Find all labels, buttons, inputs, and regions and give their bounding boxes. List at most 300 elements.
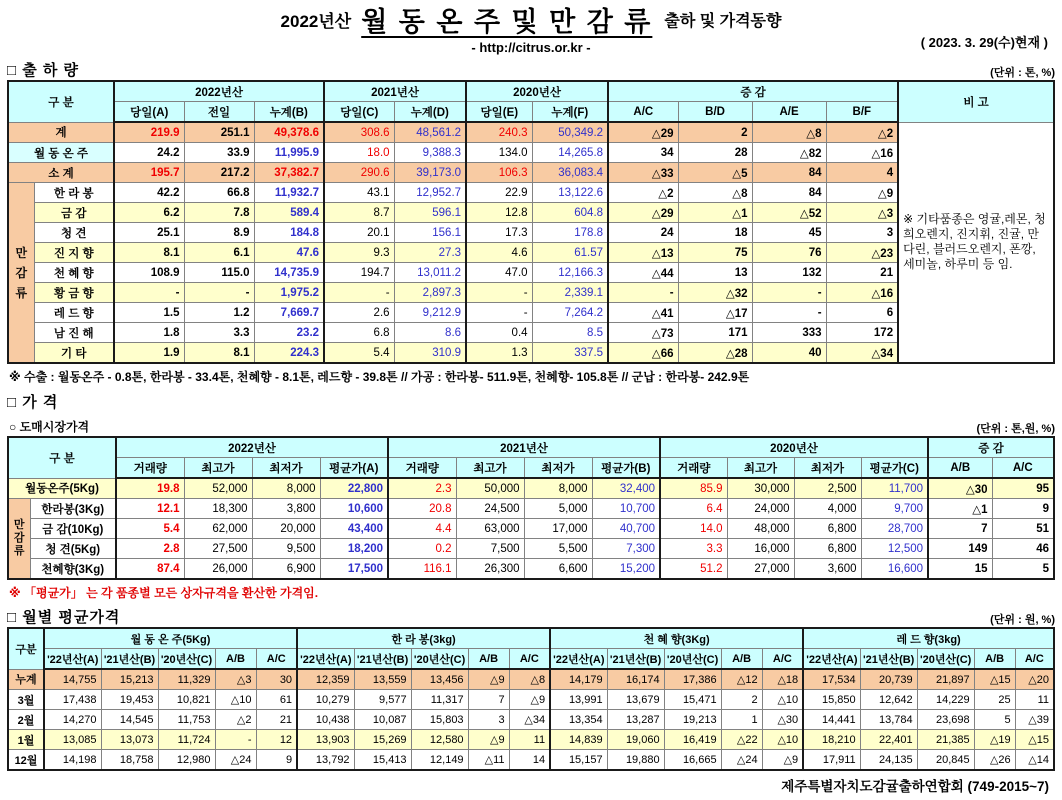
value-cell: 15,157 <box>550 750 607 771</box>
value-cell: 18.0 <box>324 143 394 163</box>
value-cell: △10 <box>762 730 803 750</box>
value-cell: 52,000 <box>184 478 252 499</box>
row-label: 금 감 <box>34 203 114 223</box>
value-cell: 11,932.7 <box>254 183 324 203</box>
value-cell: 12.8 <box>466 203 532 223</box>
value-cell: 7,500 <box>456 539 524 559</box>
value-cell: 51.2 <box>660 559 727 580</box>
value-cell: 47.0 <box>466 263 532 283</box>
monthly-table <box>7 627 1055 771</box>
value-cell: 20.1 <box>324 223 394 243</box>
col-header: '21년산(B) <box>860 649 917 670</box>
value-cell: 12.1 <box>116 499 184 519</box>
row-label: 2월 <box>8 710 44 730</box>
value-cell: △10 <box>215 690 256 710</box>
value-cell: 13,456 <box>411 669 468 690</box>
value-cell: 17,000 <box>524 519 592 539</box>
value-cell: △10 <box>762 690 803 710</box>
value-cell: 11 <box>1015 690 1054 710</box>
value-cell: 20,739 <box>860 669 917 690</box>
value-cell: 219.9 <box>114 122 184 143</box>
value-cell: 40,700 <box>592 519 660 539</box>
col-header: 거래량 <box>660 458 727 479</box>
value-cell: 66.8 <box>184 183 254 203</box>
value-cell: 134.0 <box>466 143 532 163</box>
value-cell: 16,419 <box>664 730 721 750</box>
value-cell: 15,200 <box>592 559 660 580</box>
value-cell: 13,991 <box>550 690 607 710</box>
value-cell: 3.3 <box>660 539 727 559</box>
value-cell: 14,179 <box>550 669 607 690</box>
value-cell: 115.0 <box>184 263 254 283</box>
value-cell: 8,000 <box>524 478 592 499</box>
value-cell: 30 <box>256 669 297 690</box>
col-header: A/B <box>974 649 1015 670</box>
value-cell: 290.6 <box>324 163 394 183</box>
value-cell: 18,300 <box>184 499 252 519</box>
avg-price-note: ※ 「평균가」 는 각 품종별 모든 상자규격을 환산한 가격임. <box>9 586 319 601</box>
value-cell: 63,000 <box>456 519 524 539</box>
col-header: A/B <box>215 649 256 670</box>
col-header: '20년산(C) <box>664 649 721 670</box>
value-cell: △26 <box>974 750 1015 771</box>
value-cell: △73 <box>608 323 678 343</box>
col-header: '22년산(A) <box>44 649 101 670</box>
value-cell: 13,354 <box>550 710 607 730</box>
col-header: 누계(F) <box>532 102 608 123</box>
value-cell: 6,800 <box>794 539 861 559</box>
value-cell: 11 <box>509 730 550 750</box>
value-cell: 6 <box>826 303 898 323</box>
value-cell: 106.3 <box>466 163 532 183</box>
value-cell: 21 <box>826 263 898 283</box>
value-cell: 3,600 <box>794 559 861 580</box>
col-header: '21년산(B) <box>607 649 664 670</box>
value-cell: 9,500 <box>252 539 320 559</box>
value-cell: 108.9 <box>114 263 184 283</box>
value-cell: △24 <box>721 750 762 771</box>
value-cell: 14,839 <box>550 730 607 750</box>
table-row <box>8 478 1054 499</box>
value-cell: 10,700 <box>592 499 660 519</box>
value-cell: - <box>752 283 826 303</box>
row-label: 월동온주(5Kg) <box>8 478 116 499</box>
value-cell: 14,735.9 <box>254 263 324 283</box>
value-cell: 1,975.2 <box>254 283 324 303</box>
col-group-redhyang: 레 드 향(3kg) <box>803 628 1054 649</box>
value-cell: 17,438 <box>44 690 101 710</box>
value-cell: 11,329 <box>158 669 215 690</box>
value-cell: 12,580 <box>411 730 468 750</box>
row-label: 3월 <box>8 690 44 710</box>
value-cell: 75 <box>678 243 752 263</box>
row-label: 한 라 봉 <box>34 183 114 203</box>
row-label: 기 타 <box>34 343 114 364</box>
value-cell: 6,900 <box>252 559 320 580</box>
value-cell: 13,903 <box>297 730 354 750</box>
value-cell: 194.7 <box>324 263 394 283</box>
value-cell: 10,600 <box>320 499 388 519</box>
value-cell: 11,700 <box>861 478 928 499</box>
etc-varieties-remark: ※ 기타품종은 영귤,레몬, 청희오렌지, 진지휘, 진귤, 만다린, 블러드오렌지, 폰깡,세미놀, 하루미 등 임. <box>903 212 1046 272</box>
value-cell: 10,087 <box>354 710 411 730</box>
value-cell: 5.4 <box>116 519 184 539</box>
value-cell: 24,500 <box>456 499 524 519</box>
value-cell: 62,000 <box>184 519 252 539</box>
value-cell: 87.4 <box>116 559 184 580</box>
value-cell: △34 <box>826 343 898 364</box>
row-label: 계 <box>8 122 114 143</box>
value-cell: 3.3 <box>184 323 254 343</box>
value-cell: 25 <box>974 690 1015 710</box>
value-cell: 12 <box>256 730 297 750</box>
table-row <box>8 223 1054 243</box>
row-label: 천 혜 향 <box>34 263 114 283</box>
value-cell: 19.8 <box>116 478 184 499</box>
value-cell: 217.2 <box>184 163 254 183</box>
table-row <box>8 283 1054 303</box>
value-cell: 8.6 <box>394 323 466 343</box>
value-cell: 18 <box>678 223 752 243</box>
row-label: 레 드 향 <box>34 303 114 323</box>
value-cell: △3 <box>215 669 256 690</box>
value-cell: - <box>184 283 254 303</box>
value-cell: 36,083.4 <box>532 163 608 183</box>
value-cell: 156.1 <box>394 223 466 243</box>
col-header-gubun: 구 분 <box>8 81 114 122</box>
table-row <box>8 669 1054 690</box>
col-header: 거래량 <box>388 458 456 479</box>
col-header: 전일 <box>184 102 254 123</box>
value-cell: 116.1 <box>388 559 456 580</box>
table-row <box>8 710 1054 730</box>
value-cell: 9 <box>992 499 1054 519</box>
value-cell: △8 <box>752 122 826 143</box>
value-cell: 172 <box>826 323 898 343</box>
value-cell: 1.5 <box>114 303 184 323</box>
value-cell: 1.2 <box>184 303 254 323</box>
value-cell: 2.6 <box>324 303 394 323</box>
value-cell: △30 <box>762 710 803 730</box>
section-title-monthly: □ 월별 평균가격 <box>7 609 121 627</box>
value-cell: △29 <box>608 203 678 223</box>
table-row <box>8 122 1054 143</box>
col-header: 거래량 <box>116 458 184 479</box>
value-cell: △20 <box>1015 669 1054 690</box>
col-header: 최저가 <box>794 458 861 479</box>
value-cell: △29 <box>608 122 678 143</box>
value-cell: △2 <box>826 122 898 143</box>
table-row <box>8 690 1054 710</box>
col-header: '22년산(A) <box>550 649 607 670</box>
value-cell: 6,600 <box>524 559 592 580</box>
value-cell: 48,000 <box>727 519 794 539</box>
value-cell: 28 <box>678 143 752 163</box>
value-cell: 13,784 <box>860 710 917 730</box>
value-cell: 10,438 <box>297 710 354 730</box>
value-cell: 19,453 <box>101 690 158 710</box>
value-cell: 11,753 <box>158 710 215 730</box>
value-cell: △32 <box>678 283 752 303</box>
value-cell: 30,000 <box>727 478 794 499</box>
title-main: 월 동 온 주 및 만 감 류 <box>361 7 653 37</box>
value-cell: - <box>608 283 678 303</box>
value-cell: △19 <box>974 730 1015 750</box>
export-note: ※ 수출 : 월동온주 - 0.8톤, 한라봉 - 33.4톤, 천혜향 - 8.1톤, 레드향 - 39.8톤 // 가공 : 한라봉- 511.9톤, 천혜향- 105.8톤 // 군납 : 한라봉- 242.9톤 <box>9 370 750 385</box>
col-header-bigo: 비 고 <box>898 81 1054 122</box>
value-cell: 1.9 <box>114 343 184 364</box>
title-suffix: 출하 및 가격동향 <box>664 13 782 30</box>
value-cell: 18,758 <box>101 750 158 771</box>
value-cell: 27,500 <box>184 539 252 559</box>
value-cell: 7.8 <box>184 203 254 223</box>
col-header: 최저가 <box>524 458 592 479</box>
value-cell: 17,911 <box>803 750 860 771</box>
col-group-2020: 2020년산 <box>466 81 608 102</box>
value-cell: 16,600 <box>861 559 928 580</box>
col-header: A/C <box>992 458 1054 479</box>
col-header: 최저가 <box>252 458 320 479</box>
col-header: 누계(B) <box>254 102 324 123</box>
value-cell: △9 <box>826 183 898 203</box>
value-cell: 149 <box>928 539 992 559</box>
value-cell: 17,500 <box>320 559 388 580</box>
value-cell: 2.3 <box>388 478 456 499</box>
col-header: '20년산(C) <box>158 649 215 670</box>
value-cell: 8,000 <box>252 478 320 499</box>
value-cell: 51 <box>992 519 1054 539</box>
value-cell: 76 <box>752 243 826 263</box>
value-cell: 4.4 <box>388 519 456 539</box>
value-cell: 2 <box>678 122 752 143</box>
value-cell: 21,897 <box>917 669 974 690</box>
value-cell: 24.2 <box>114 143 184 163</box>
value-cell: △39 <box>1015 710 1054 730</box>
value-cell: 1.3 <box>466 343 532 364</box>
value-cell: 84 <box>752 183 826 203</box>
value-cell: △3 <box>826 203 898 223</box>
col-header: A/B <box>468 649 509 670</box>
col-group-cheonhyehyang: 천 혜 향(3Kg) <box>550 628 803 649</box>
price-table <box>7 436 1055 580</box>
section-title-price: □ 가 격 <box>7 394 59 412</box>
site-url[interactable]: - http://citrus.or.kr - <box>471 40 591 56</box>
table-row <box>8 519 1054 539</box>
value-cell: 20.8 <box>388 499 456 519</box>
value-cell: 14.0 <box>660 519 727 539</box>
value-cell: 224.3 <box>254 343 324 364</box>
value-cell: 4,000 <box>794 499 861 519</box>
value-cell: 13,085 <box>44 730 101 750</box>
value-cell: 26,300 <box>456 559 524 580</box>
value-cell: 604.8 <box>532 203 608 223</box>
value-cell: 17.3 <box>466 223 532 243</box>
value-cell: 14,198 <box>44 750 101 771</box>
value-cell: - <box>466 283 532 303</box>
value-cell: 50,349.2 <box>532 122 608 143</box>
value-cell: 9,577 <box>354 690 411 710</box>
value-cell: 11,317 <box>411 690 468 710</box>
value-cell: 24,000 <box>727 499 794 519</box>
value-cell: 22,401 <box>860 730 917 750</box>
row-label: 진 지 향 <box>34 243 114 263</box>
col-header: 최고가 <box>456 458 524 479</box>
value-cell: 2,500 <box>794 478 861 499</box>
value-cell: 61 <box>256 690 297 710</box>
value-cell: △44 <box>608 263 678 283</box>
value-cell: 48,561.2 <box>394 122 466 143</box>
value-cell: 4 <box>826 163 898 183</box>
value-cell: 6.8 <box>324 323 394 343</box>
value-cell: 13,679 <box>607 690 664 710</box>
row-label: 청 견 <box>34 223 114 243</box>
table-row <box>8 143 1054 163</box>
value-cell: 8.7 <box>324 203 394 223</box>
table-row <box>8 183 1054 203</box>
value-cell: 21 <box>256 710 297 730</box>
value-cell: △34 <box>509 710 550 730</box>
value-cell: - <box>752 303 826 323</box>
value-cell: - <box>114 283 184 303</box>
value-cell: 0.2 <box>388 539 456 559</box>
value-cell: 19,880 <box>607 750 664 771</box>
value-cell: 20,000 <box>252 519 320 539</box>
value-cell: 6.1 <box>184 243 254 263</box>
value-cell: 14,755 <box>44 669 101 690</box>
value-cell: 3 <box>468 710 509 730</box>
value-cell: 9,212.9 <box>394 303 466 323</box>
value-cell: △9 <box>468 730 509 750</box>
value-cell: 28,700 <box>861 519 928 539</box>
value-cell: - <box>324 283 394 303</box>
table-row <box>8 750 1054 771</box>
value-cell: 15,413 <box>354 750 411 771</box>
value-cell: 1.8 <box>114 323 184 343</box>
value-cell: 14,229 <box>917 690 974 710</box>
value-cell: 13,792 <box>297 750 354 771</box>
table-row <box>8 539 1054 559</box>
value-cell: - <box>215 730 256 750</box>
row-label: 누계 <box>8 669 44 690</box>
value-cell: 9 <box>256 750 297 771</box>
value-cell: △24 <box>215 750 256 771</box>
value-cell: 47.6 <box>254 243 324 263</box>
col-header: '22년산(A) <box>803 649 860 670</box>
value-cell: 32,400 <box>592 478 660 499</box>
section-title-shipment: □ 출 하 량 <box>7 62 80 80</box>
value-cell: 17,534 <box>803 669 860 690</box>
col-header: 당일(C) <box>324 102 394 123</box>
value-cell: 11,995.9 <box>254 143 324 163</box>
row-label: 한라봉(3Kg) <box>30 499 116 519</box>
value-cell: 13,073 <box>101 730 158 750</box>
value-cell: 7,264.2 <box>532 303 608 323</box>
col-header: A/B <box>928 458 992 479</box>
value-cell: △9 <box>509 690 550 710</box>
col-header: 당일(A) <box>114 102 184 123</box>
remark-cell <box>898 122 1054 363</box>
value-cell: 16,174 <box>607 669 664 690</box>
col-header: '20년산(C) <box>917 649 974 670</box>
value-cell: △12 <box>721 669 762 690</box>
value-cell: 25.1 <box>114 223 184 243</box>
value-cell: 12,149 <box>411 750 468 771</box>
value-cell: 171 <box>678 323 752 343</box>
value-cell: 12,500 <box>861 539 928 559</box>
title-year: 2022년산 <box>280 12 352 31</box>
value-cell: 14 <box>509 750 550 771</box>
table-row <box>8 303 1054 323</box>
value-cell: 14,270 <box>44 710 101 730</box>
value-cell: 21,385 <box>917 730 974 750</box>
value-cell: 333 <box>752 323 826 343</box>
value-cell: 12,642 <box>860 690 917 710</box>
row-label: 12월 <box>8 750 44 771</box>
value-cell: △23 <box>826 243 898 263</box>
value-cell: △41 <box>608 303 678 323</box>
value-cell: 15,471 <box>664 690 721 710</box>
value-cell: 14,265.8 <box>532 143 608 163</box>
value-cell: △15 <box>974 669 1015 690</box>
value-cell: 42.2 <box>114 183 184 203</box>
col-group-2020: 2020년산 <box>660 437 928 458</box>
value-cell: 240.3 <box>466 122 532 143</box>
value-cell: △30 <box>928 478 992 499</box>
value-cell: 15 <box>928 559 992 580</box>
mangam-group-label: 만 감 류 <box>8 183 34 364</box>
value-cell: 23,698 <box>917 710 974 730</box>
value-cell: 85.9 <box>660 478 727 499</box>
value-cell: 37,382.7 <box>254 163 324 183</box>
value-cell: 33.9 <box>184 143 254 163</box>
value-cell: 132 <box>752 263 826 283</box>
value-cell: △2 <box>608 183 678 203</box>
value-cell: 13 <box>678 263 752 283</box>
value-cell: △28 <box>678 343 752 364</box>
value-cell: △33 <box>608 163 678 183</box>
value-cell: 310.9 <box>394 343 466 364</box>
value-cell: 7 <box>468 690 509 710</box>
value-cell: △66 <box>608 343 678 364</box>
table-row <box>8 243 1054 263</box>
col-header: 평균가(A) <box>320 458 388 479</box>
value-cell: △18 <box>762 669 803 690</box>
mangam-group-label: 만 감 류 <box>8 499 30 580</box>
col-group-change: 증 감 <box>928 437 1054 458</box>
value-cell: 15,213 <box>101 669 158 690</box>
value-cell: 0.4 <box>466 323 532 343</box>
value-cell: 84 <box>752 163 826 183</box>
value-cell: 19,060 <box>607 730 664 750</box>
value-cell: 1 <box>721 710 762 730</box>
value-cell: 18,200 <box>320 539 388 559</box>
value-cell: 8.5 <box>532 323 608 343</box>
value-cell: 5 <box>974 710 1015 730</box>
col-header: 당일(E) <box>466 102 532 123</box>
value-cell: 7,300 <box>592 539 660 559</box>
value-cell: △9 <box>468 669 509 690</box>
value-cell: 15,269 <box>354 730 411 750</box>
value-cell: 95 <box>992 478 1054 499</box>
value-cell: 2,339.1 <box>532 283 608 303</box>
value-cell: 308.6 <box>324 122 394 143</box>
value-cell: 337.5 <box>532 343 608 364</box>
table-row <box>8 499 1054 519</box>
col-header: 최고가 <box>727 458 794 479</box>
value-cell: 178.8 <box>532 223 608 243</box>
value-cell: △14 <box>1015 750 1054 771</box>
value-cell: 12,980 <box>158 750 215 771</box>
